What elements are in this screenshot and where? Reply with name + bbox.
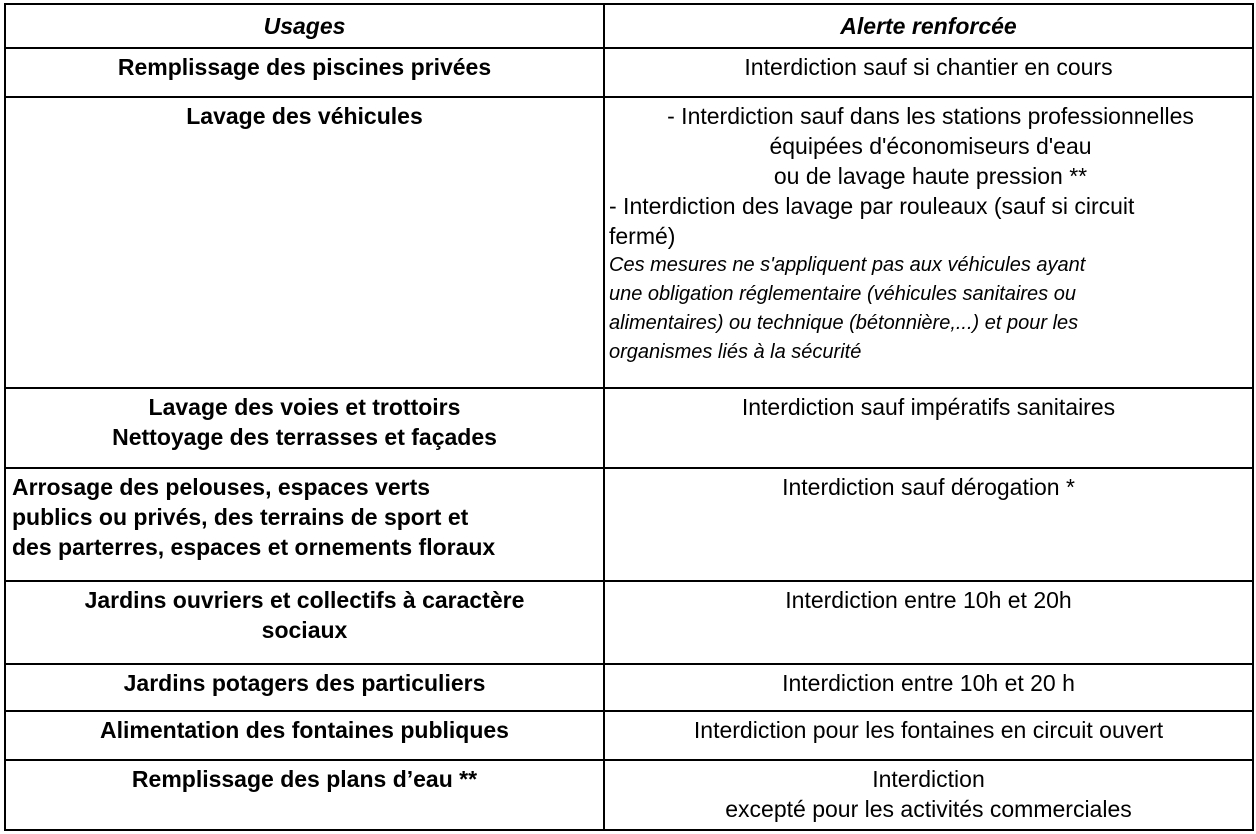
table-row [5,48,1253,97]
usage-cell [5,97,604,388]
rule-note: organismes liés à la sécurité [609,341,862,363]
table-row [5,664,1253,711]
rule-cell [604,664,1253,711]
usage-text: Lavage des véhicules [186,103,423,129]
table-row [5,388,1253,468]
rule-text: Interdiction [872,766,985,792]
rule-cell [604,711,1253,760]
water-restrictions-table [4,3,1254,831]
table-row [5,581,1253,664]
rule-text: Interdiction sauf dérogation * [782,474,1075,500]
rule-text: ou de lavage haute pression ** [773,163,1088,189]
usage-text: Jardins potagers des particuliers [123,670,486,696]
usage-cell [5,760,604,830]
rule-text: Interdiction entre 10h et 20 h [782,670,1075,696]
rule-text: équipées d'économiseurs d'eau [769,133,1092,159]
table-row [5,97,1253,388]
rule-cell [604,581,1253,664]
table-header-row [5,4,1253,48]
table-row [5,468,1253,581]
usage-cell [5,388,604,468]
rule-text: Interdiction pour les fontaines en circuit ouvert [693,717,1164,743]
rule-cell [604,388,1253,468]
usage-text: Remplissage des plans d’eau ** [131,766,478,792]
rule-text: - Interdiction des lavage par rouleaux (sauf si circuit [609,193,1135,219]
rule-note: alimentaires) ou technique (bétonnière,...) et pour les [609,312,1079,334]
rule-text: Interdiction entre 10h et 20h [785,587,1072,613]
usage-text: sociaux [261,617,348,643]
usage-text: des parterres, espaces et ornements floraux [12,534,496,560]
usage-cell [5,711,604,760]
usage-text: publics ou privés, des terrains de sport et [12,504,469,530]
rule-cell [604,97,1253,388]
usage-text: Remplissage des piscines privées [117,54,492,80]
table-row [5,760,1253,830]
usage-cell [5,664,604,711]
table-row [5,711,1253,760]
rule-cell [604,760,1253,830]
header-usages: Usages [5,4,604,48]
header-alerte-renforcee: Alerte renforcée [604,4,1253,48]
rule-text: fermé) [609,223,676,249]
rule-text: - Interdiction sauf dans les stations professionnelles [667,103,1194,129]
usage-text: Alimentation des fontaines publiques [100,717,509,743]
rule-cell [604,48,1253,97]
usage-cell [5,48,604,97]
rule-text: Interdiction sauf impératifs sanitaires [741,394,1116,420]
usage-cell [5,581,604,664]
rule-note: une obligation réglementaire (véhicules sanitaires ou [609,283,1076,305]
usage-text: Lavage des voies et trottoirs [148,394,461,420]
usage-text: Arrosage des pelouses, espaces verts [12,474,431,500]
rule-text: excepté pour les activités commerciales [725,796,1132,822]
rule-note: Ces mesures ne s'appliquent pas aux véhicules ayant [609,254,1086,276]
usage-text: Jardins ouvriers et collectifs à caractère [84,587,525,613]
usage-text: Nettoyage des terrasses et façades [112,424,497,450]
usage-cell [5,468,604,581]
rule-cell [604,468,1253,581]
rule-text: Interdiction sauf si chantier en cours [744,54,1113,80]
